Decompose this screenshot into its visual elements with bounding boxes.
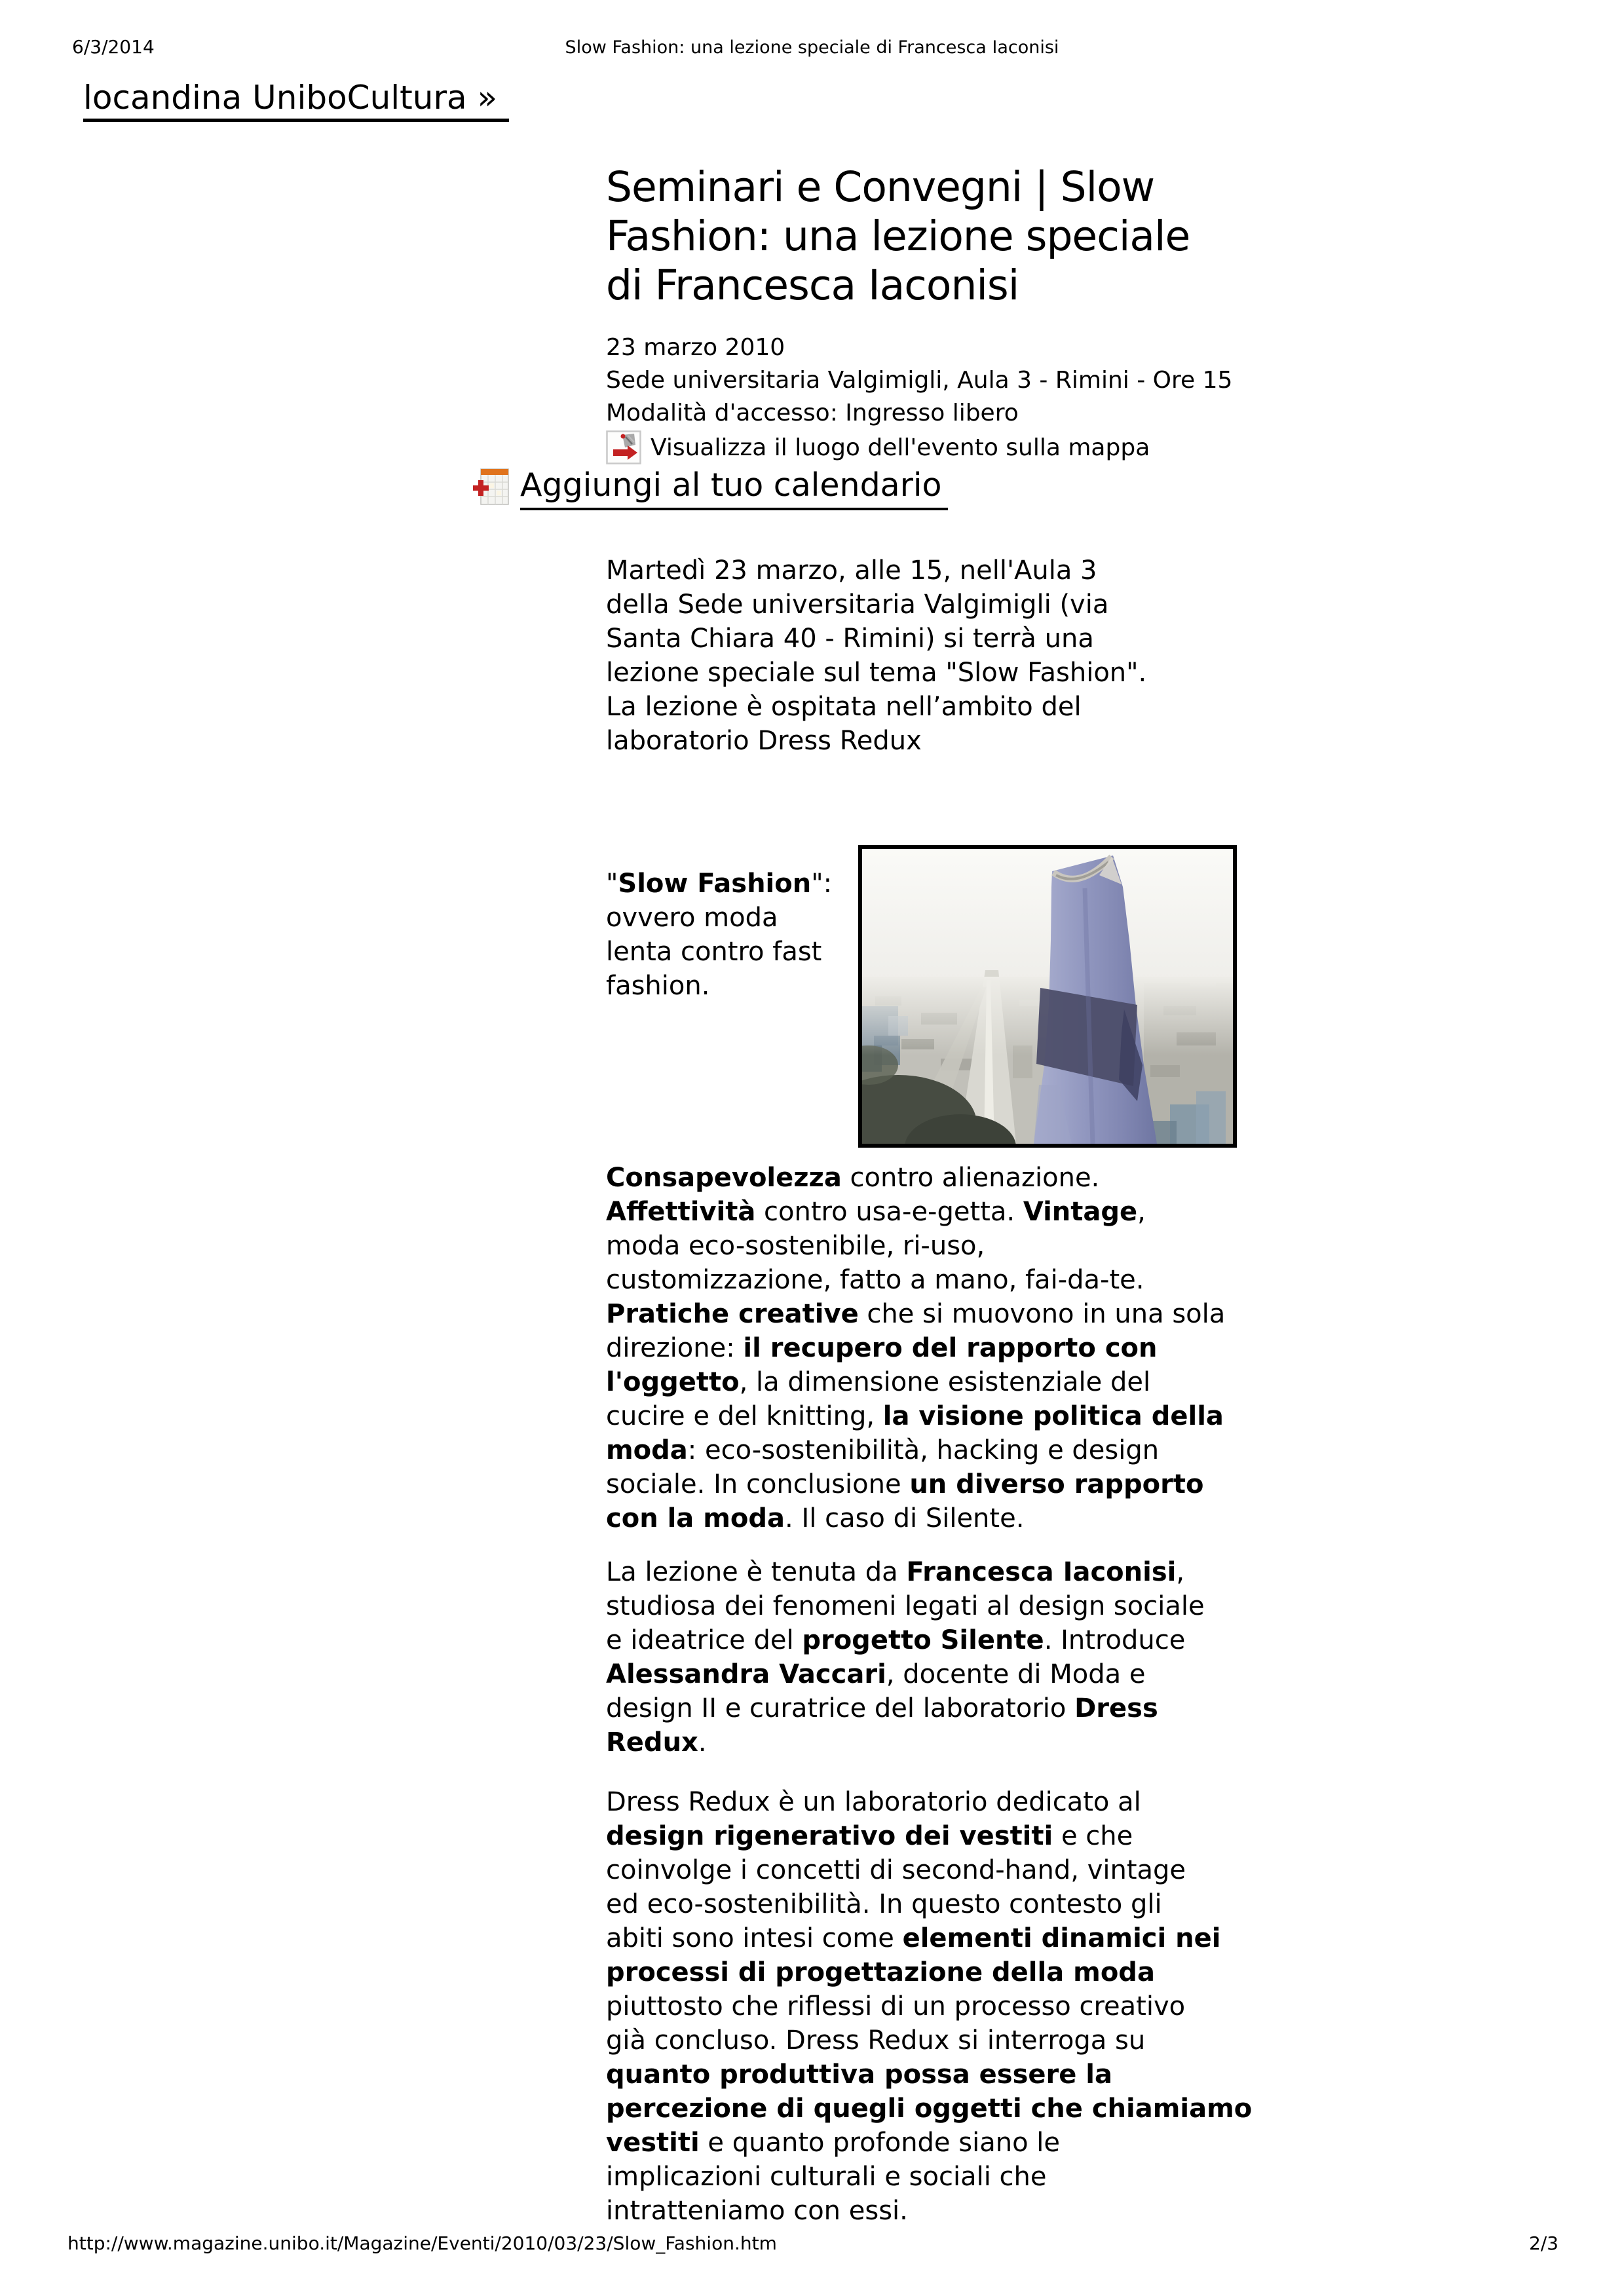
print-footer bbox=[67, 2232, 1558, 2254]
map-link[interactable]: Visualizza il luogo dell'evento sulla mappa bbox=[651, 434, 1150, 461]
print-header-title: Slow Fashion: una lezione speciale di Francesca Iaconisi bbox=[565, 37, 1059, 58]
body-paragraph-2: La lezione è tenuta da Francesca Iaconisi, studiosa dei fenomeni legati al design sociale e ideatrice del progetto Silente. Introduce Alessandra Vaccari, docente di Moda e design II e curatrice del laboratorio Dress Redux. bbox=[606, 1557, 1205, 1758]
body-paragraph-1: Consapevolezza contro alienazione. Affettività contro usa-e-getta. Vintage, moda eco-sostenibile, ri-uso, customizzazione, fatto a mano, fai-da-te. Pratiche creative che si muovono in una sola direzione: il recupero del rapporto con l'oggetto, la dimensione esistenziale del cucire e del knitting, la visione politica della moda: eco-sostenibilità, hacking e design sociale. In conclusione un diverso rapporto con la moda. Il caso di Silente. bbox=[606, 1163, 1226, 1534]
footer-page-number: 2/3 bbox=[1528, 2232, 1558, 2254]
footer-url: http://www.magazine.unibo.it/Magazine/Eventi/2010/03/23/Slow_Fashion.htm bbox=[67, 2232, 777, 2254]
body-paragraph-3: Dress Redux è un laboratorio dedicato al design rigenerativo dei vestiti e che coinvolge i concetti di second-hand, vintage ed eco-sostenibilità. In questo contesto gli abiti sono intesi come elementi dinamici nei processi di progettazione della moda piuttosto che riflessi di un processo creativo già concluso. Dress Redux si interroga su quanto produttiva possa essere la percezione di quegli oggetti che chiamiamo vestiti e quanto profonde siano le implicazioni culturali e sociali che intratteniamo con essi. bbox=[606, 1787, 1253, 2226]
article bbox=[520, 162, 1431, 2228]
photo-caption: "Slow Fashion": ovvero moda lenta contro fast fashion. bbox=[606, 869, 833, 1001]
calendar-link[interactable]: Aggiungi al tuo calendario bbox=[520, 466, 948, 510]
calendar-link-row bbox=[473, 465, 1431, 510]
locandina-row bbox=[83, 79, 1624, 122]
map-marker-icon[interactable] bbox=[606, 430, 641, 464]
article-title: Seminari e Convegni | Slow Fashion: una lezione speciale di Francesca Iaconisi bbox=[606, 163, 1190, 309]
locandina-link[interactable]: locandina UniboCultura » bbox=[83, 79, 509, 122]
map-link-row bbox=[606, 430, 1431, 465]
intro-paragraph: Martedì 23 marzo, alle 15, nell'Aula 3 della Sede universitaria Valgimigli (via Santa Chiara 40 - Rimini) si terrà una lezione speciale sul tema "Slow Fashion". La lezione è ospitata nell’ambito del laboratorio Dress Redux bbox=[606, 555, 1147, 756]
event-venue: Sede universitaria Valgimigli, Aula 3 - Rimini - Ore 15 bbox=[606, 367, 1233, 394]
event-access: Modalità d'accesso: Ingresso libero bbox=[606, 400, 1019, 426]
calendar-plus-icon[interactable] bbox=[473, 465, 510, 507]
dress-over-city-photo bbox=[862, 849, 1233, 1144]
event-date: 23 marzo 2010 bbox=[606, 334, 785, 361]
event-photo bbox=[858, 845, 1237, 1148]
print-header bbox=[0, 36, 1624, 60]
photo-section bbox=[606, 845, 1431, 1148]
print-date: 6/3/2014 bbox=[72, 36, 155, 58]
